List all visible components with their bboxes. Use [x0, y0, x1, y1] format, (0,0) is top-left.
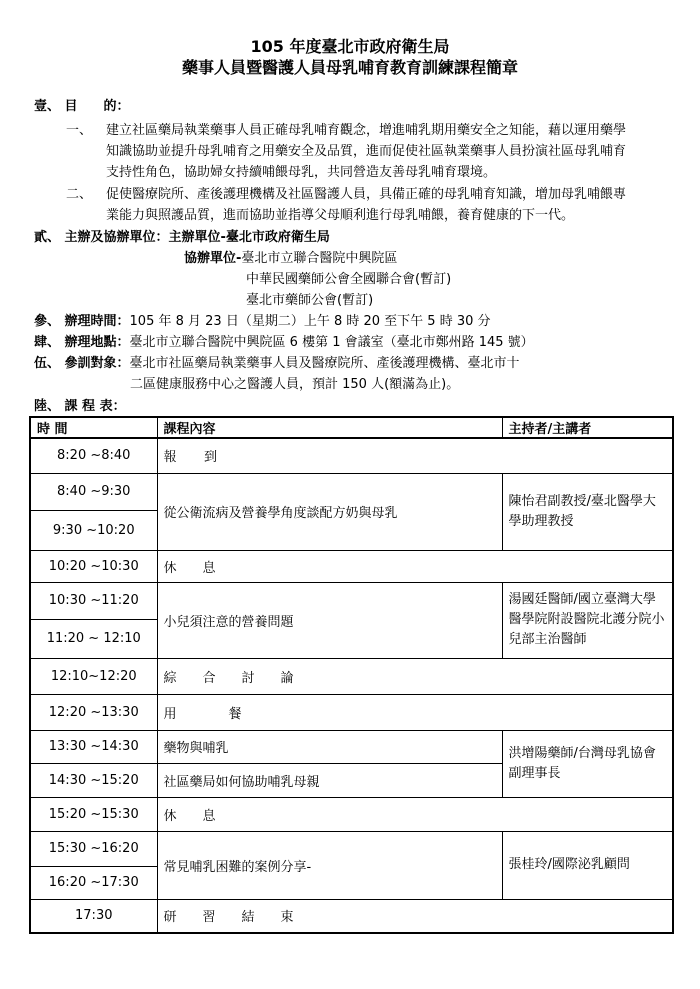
section4-location	[34, 334, 534, 352]
section3-time	[34, 313, 491, 331]
content-cell: 休 息	[157, 797, 673, 831]
presenter-cell: 陳怡君副教授/臺北醫學大學助理教授	[502, 473, 673, 550]
time-cell: 10:20 ~10:30	[30, 550, 157, 582]
content-cell: 藥物與哺乳	[157, 730, 502, 763]
presenter-cell: 洪增陽藥師/台灣母乳協會副理事長	[502, 730, 673, 797]
co-organizer-1: 臺北市立聯合醫院中興院區	[241, 251, 398, 266]
content-cell: 從公衛流病及營養學角度談配方奶與母乳	[157, 473, 502, 550]
schedule-table	[29, 416, 674, 934]
table-row	[30, 730, 673, 763]
table-row	[30, 899, 673, 933]
co-organizer-3: 臺北市藥師公會(暫訂)	[246, 293, 374, 308]
table-row	[30, 658, 673, 694]
content-cell: 休 息	[157, 550, 673, 582]
schedule-header-row	[30, 417, 673, 438]
time-cell: 15:20 ~15:30	[30, 797, 157, 831]
co-organizer-2: 中華民國藥師公會全國聯合會(暫訂)	[246, 272, 452, 287]
section1-heading: 壹、 目 的：	[34, 99, 130, 114]
section2-heading: 貳、 主辦及協辦單位：主辦單位-臺北市政府衛生局	[34, 230, 330, 245]
section2-co-organizer	[184, 250, 397, 268]
section4-label: 肆、 辦理地點：	[34, 335, 130, 350]
section5-label: 伍、 參訓對象：	[34, 356, 130, 371]
table-row	[30, 550, 673, 582]
time-cell: 16:20 ~17:30	[30, 866, 157, 899]
section1-item1-line2: 知識協助並提升母乳哺育之用藥安全及品質，進而促使社區執業藥事人員扮演社區母乳哺育	[106, 144, 627, 159]
table-row	[30, 473, 673, 510]
section6-heading: 陸、 課 程 表：	[34, 399, 126, 414]
content-cell: 綜 合 討 論	[157, 658, 673, 694]
section3-label: 參、 辦理時間：	[34, 314, 130, 329]
header-time: 時 間	[30, 417, 157, 438]
table-row	[30, 438, 673, 473]
time-cell: 17:30	[30, 899, 157, 933]
page-title-line2: 藥事人員暨醫護人員母乳哺育教育訓練課程簡章	[181, 58, 518, 77]
presenter-cell: 湯國廷醫師/國立臺灣大學醫學院附設醫院北護分院小兒部主治醫師	[502, 582, 673, 658]
section1-item2-line1: 促使醫療院所、產後護理機構及社區醫護人員，具備正確的母乳哺育知識，增加母乳哺餵專	[106, 187, 627, 202]
table-row	[30, 797, 673, 831]
time-cell: 13:30 ~14:30	[30, 730, 157, 763]
content-cell: 用 餐	[157, 694, 673, 730]
header-presenter: 主持者/主講者	[502, 417, 673, 438]
co-organizer-label: 協辦單位-	[184, 251, 242, 266]
table-row	[30, 831, 673, 866]
time-cell: 12:20 ~13:30	[30, 694, 157, 730]
section1-item2-number: 二、	[66, 187, 93, 202]
section1-item1-line3: 支持性角色，協助婦女持續哺餵母乳，共同營造友善母乳哺育環境。	[106, 165, 497, 180]
time-cell: 11:20 ~ 12:10	[30, 619, 157, 658]
section5-line2: 二區健康服務中心之醫護人員，預計 150 人(額滿為止)。	[130, 377, 460, 392]
section3-text: 105 年 8 月 23 日（星期二）上午 8 時 20 至下午 5 時 30 分	[129, 314, 491, 329]
section5-line1: 臺北市社區藥局執業藥事人員及醫療院所、產後護理機構、臺北市十	[129, 356, 520, 371]
section1-item1-line1: 建立社區藥局執業藥事人員正確母乳哺育觀念，增進哺乳期用藥安全之知能，藉以運用藥學	[106, 123, 627, 138]
content-cell: 小兒須注意的營養問題	[157, 582, 502, 658]
header-content: 課程內容	[157, 417, 502, 438]
content-cell: 常見哺乳困難的案例分享-	[157, 831, 502, 899]
section4-text: 臺北市立聯合醫院中興院區 6 樓第 1 會議室（臺北市鄭州路 145 號）	[129, 335, 534, 350]
time-cell: 9:30 ~10:20	[30, 510, 157, 550]
table-row	[30, 694, 673, 730]
presenter-cell: 張桂玲/國際泌乳顧問	[502, 831, 673, 899]
section1-item2-line2: 業能力與照護品質，進而協助並指導父母順利進行母乳哺餵，養育健康的下一代。	[106, 208, 575, 223]
content-cell: 研 習 結 束	[157, 899, 673, 933]
content-cell: 報 到	[157, 438, 673, 473]
time-cell: 14:30 ~15:20	[30, 763, 157, 797]
table-row	[30, 582, 673, 619]
page-title-line1: 105 年度臺北市政府衛生局	[250, 37, 450, 56]
time-cell: 8:20 ~8:40	[30, 438, 157, 473]
time-cell: 15:30 ~16:20	[30, 831, 157, 866]
time-cell: 12:10~12:20	[30, 658, 157, 694]
time-cell: 8:40 ~9:30	[30, 473, 157, 510]
time-cell: 10:30 ~11:20	[30, 582, 157, 619]
content-cell: 社區藥局如何協助哺乳母親	[157, 763, 502, 797]
section5-audience	[34, 355, 520, 373]
section1-item1-number: 一、	[66, 123, 93, 138]
